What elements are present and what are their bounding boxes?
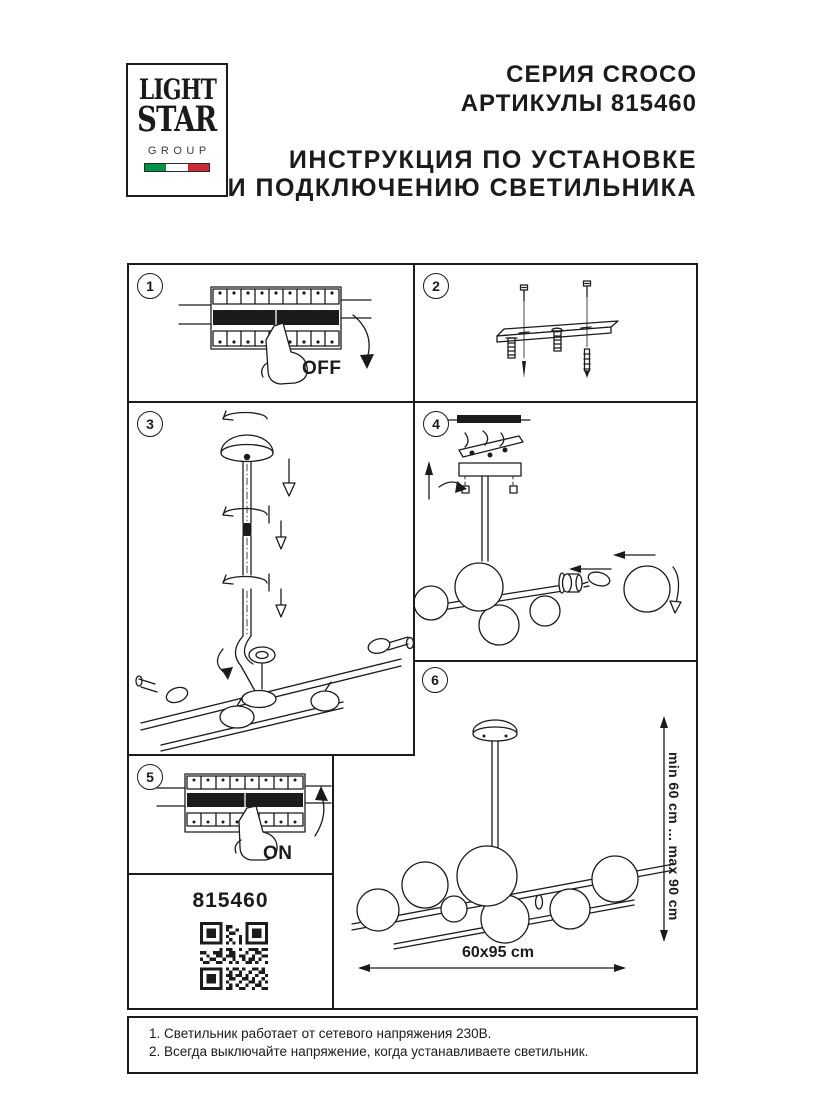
mounting-bar-illustration <box>415 265 696 401</box>
flag-white-segment <box>166 164 187 171</box>
step-3-number: 3 <box>137 411 163 437</box>
step-1-number: 1 <box>137 273 163 299</box>
step-1-panel <box>127 263 415 403</box>
step-2-number: 2 <box>423 273 449 299</box>
articles-title: АРТИКУЛЫ 815460 <box>460 90 697 117</box>
breaker-off-illustration <box>129 265 413 401</box>
step-4-number: 4 <box>423 411 449 437</box>
flag-green-segment <box>145 164 166 171</box>
notes-box <box>127 1016 698 1074</box>
logo-word-group: GROUP <box>147 145 211 157</box>
flag-red-segment <box>188 164 209 171</box>
step-3-panel <box>127 401 415 756</box>
instruction-title-line2: И ПОДКЛЮЧЕНИЮ СВЕТИЛЬНИКА <box>227 174 697 202</box>
breaker-off-label: OFF <box>302 358 342 379</box>
instruction-title-line1: ИНСТРУКЦИЯ ПО УСТАНОВКЕ <box>288 146 697 174</box>
logo-word-star: STAR <box>137 99 217 140</box>
step-4-panel <box>413 401 698 662</box>
step-2-panel <box>413 263 698 403</box>
article-number: 815460 <box>192 889 269 912</box>
height-dimension-label: min 60 cm ... max 90 cm <box>666 752 682 921</box>
italian-flag-bar <box>144 163 210 172</box>
qr-code <box>200 922 268 990</box>
series-title: СЕРИЯ CROCO <box>506 61 697 88</box>
article-panel <box>127 873 334 1010</box>
globe-installation-illustration <box>415 403 696 660</box>
note-line-1: 1. Светильник работает от сетевого напряжения 230В. <box>149 1026 492 1041</box>
breaker-on-label: ON <box>263 843 293 864</box>
note-line-2: 2. Всегда выключайте напряжение, когда устанавливаете светильник. <box>149 1044 589 1059</box>
step-5-number: 5 <box>137 764 163 790</box>
logo-word-light: LIGHT <box>138 73 216 106</box>
width-dimension-label: 60x95 cm <box>461 944 535 961</box>
lightstar-logo <box>126 63 228 197</box>
step-6-number: 6 <box>422 667 448 693</box>
rod-assembly-illustration <box>129 403 413 754</box>
step-5-panel <box>127 754 334 875</box>
